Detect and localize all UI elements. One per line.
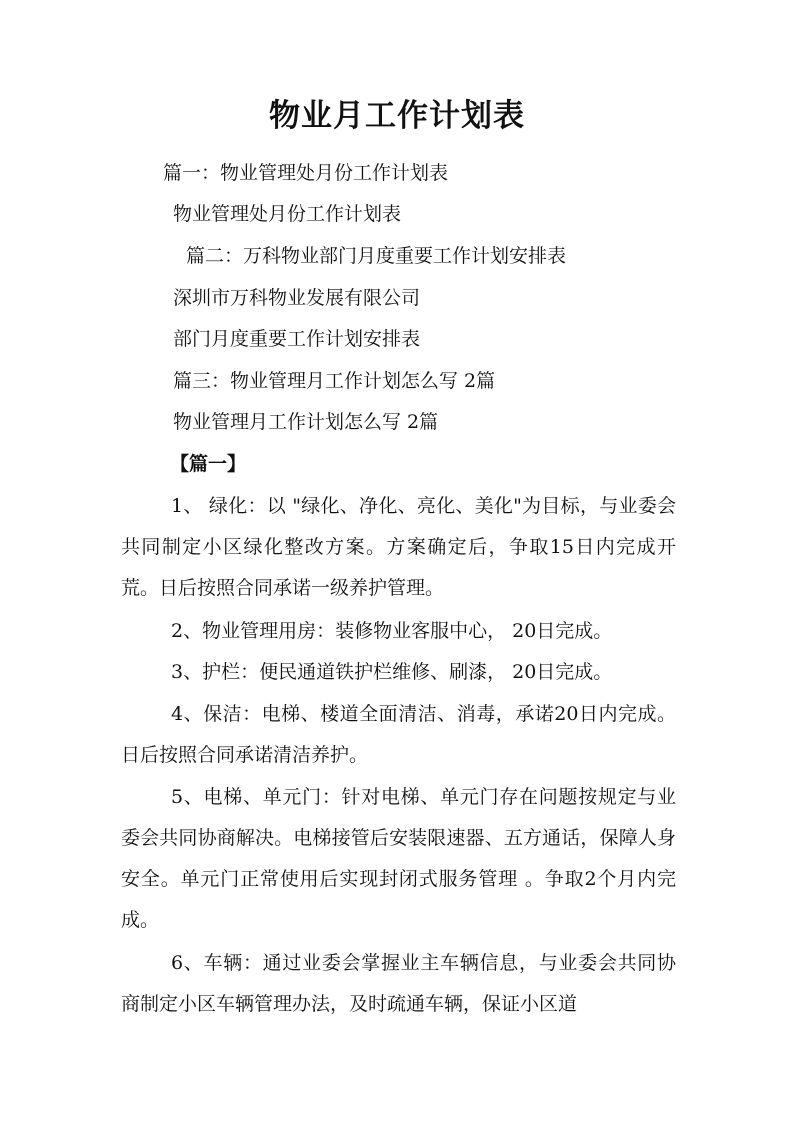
section-heading-2: 篇二：万科物业部门月度重要工作计划安排表 (186, 245, 567, 267)
paragraph-item: 5、电梯、单元门：针对电梯、单元门存在问题按规定与业委会共同协商解决。电梯接管后安装限速器、五方通话，保障人身安全。单元门正常使用后实现封闭式服务管理 。争取2个月内完成。 (121, 786, 676, 931)
document-title: 物业月工作计划表 (269, 98, 525, 134)
paragraph-item: 1、 绿化：以 "绿化、净化、亮化、美化"为目标，与业委会共同制定小区绿化整改方案。方案确定后，争取15日内完成开荒。日后按照合同承诺一级养护管理。 (121, 495, 676, 599)
paragraph-item: 3、护栏：便民通道铁护栏维修、刷漆， 20日完成。 (171, 661, 613, 683)
paragraph-item: 6、车辆：通过业委会掌握业主车辆信息，与业委会共同协商制定小区车辆管理办法，及时疏通车辆，保证小区道 (121, 952, 676, 1015)
subtitle-line: 物业管理月工作计划怎么写 2篇 (173, 411, 439, 433)
paragraph-item: 2、物业管理用房：装修物业客服中心， 20日完成。 (171, 620, 613, 642)
paragraph-item: 4、保洁：电梯、楼道全面清洁、消毒，承诺20日内完成。日后按照合同承诺清洁养护。 (121, 703, 676, 766)
company-name-line: 深圳市万科物业发展有限公司 (173, 287, 421, 309)
subtitle-line: 部门月度重要工作计划安排表 (173, 328, 421, 350)
section-heading-1: 篇一：物业管理处月份工作计划表 (163, 162, 449, 184)
part-heading: 【篇一】 (170, 453, 247, 475)
section-heading-3: 篇三：物业管理月工作计划怎么写 2篇 (173, 370, 496, 392)
subtitle-line: 物业管理处月份工作计划表 (173, 203, 402, 225)
